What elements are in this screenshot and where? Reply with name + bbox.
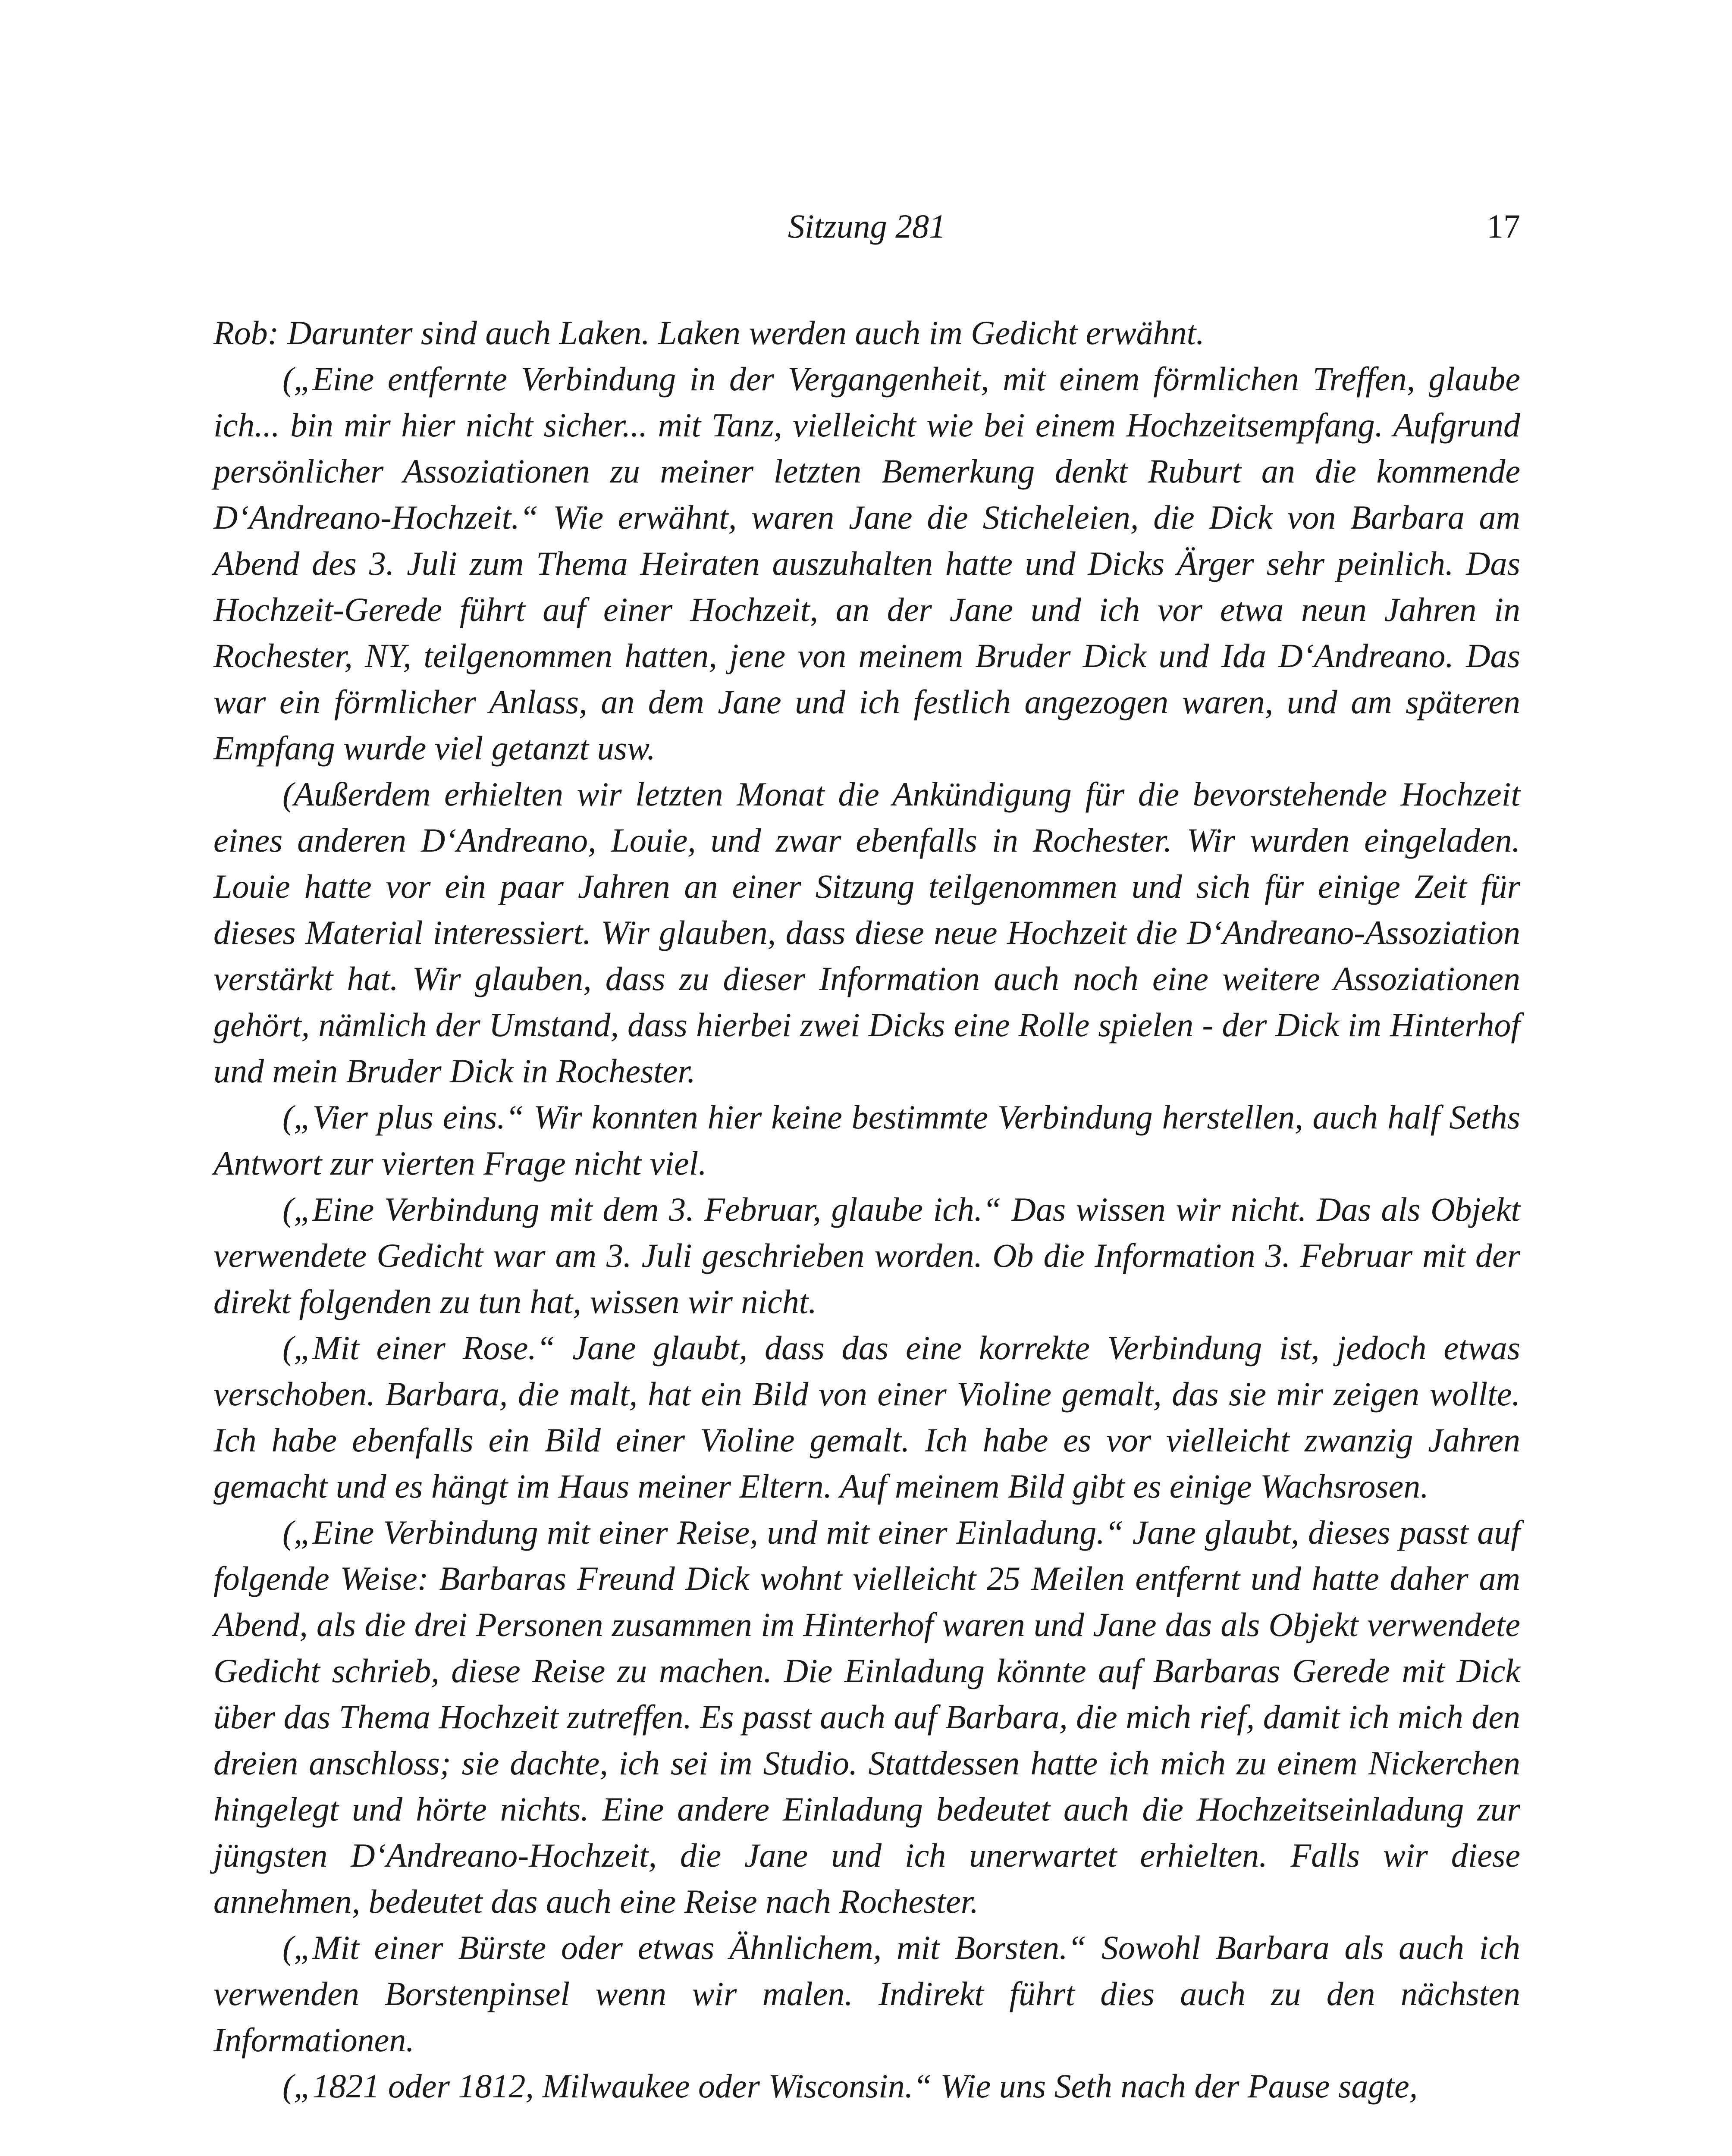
paragraph: Rob: Darunter sind auch Laken. Laken werden auch im Gedicht erwähnt.	[213, 314, 1205, 351]
paragraph: („Vier plus eins.“ Wir konnten hier keine bestimmte Verbindung herstellen, auch half Seths Antwort zur vierten Frage nicht viel.	[213, 1098, 1520, 1182]
paragraph: („1821 oder 1812, Milwaukee oder Wisconsin.“ Wie uns Seth nach der Pause sagte,	[282, 2067, 1418, 2105]
paragraph: („Eine Verbindung mit dem 3. Februar, glaube ich.“ Das wissen wir nicht. Das als Objekt verwendete Gedicht war am 3. Juli geschrieben worden. Ob die Information 3. Februar mit der direkt folgenden zu tun hat, wissen wir nicht.	[213, 1191, 1520, 1320]
paragraph: („Eine entfernte Verbindung in der Vergangenheit, mit einem förmlichen Treffen, glaube ich... bin mir hier nicht sicher... mit Tanz, vielleicht wie bei einem Hochzeitsempfang. Aufgrund persönlicher Assoziationen zu meiner letzten Bemerkung denkt Ruburt an die kommende D‘Andreano-Hochzeit.“ Wie erwähnt, waren Jane die Sticheleien, die Dick von Barbara am Abend des 3. Juli zum Thema Heiraten auszuhalten hatte und Dicks Ärger sehr peinlich. Das Hochzeit-Gerede führt auf einer Hochzeit, an der Jane und ich vor etwa neun Jahren in Rochester, NY, teilgenommen hatten, jene von meinem Bruder Dick und Ida D‘Andreano. Das war ein förmlicher Anlass, an dem Jane und ich festlich angezogen waren, und am späteren Empfang wurde viel getanzt usw.	[213, 360, 1520, 767]
page-number: 17	[1487, 207, 1520, 245]
paragraph: (Außerdem erhielten wir letzten Monat die Ankündigung für die bevorstehende Hochzeit eines anderen D‘Andreano, Louie, und zwar ebenfalls in Rochester. Wir wurden eingeladen. Louie hatte vor ein paar Jahren an einer Sitzung teilgenommen und sich für einige Zeit für dieses Material interessiert. Wir glauben, dass diese neue Hochzeit die D‘Andreano-Assoziation verstärkt hat. Wir glauben, dass zu dieser Information auch noch eine weitere Assoziationen gehört, nämlich der Umstand, dass hierbei zwei Dicks eine Rolle spielen - der Dick im Hinterhof und mein Bruder Dick in Rochester.	[213, 775, 1520, 1090]
page-header	[213, 203, 1520, 250]
paragraph: („Mit einer Rose.“ Jane glaubt, dass das eine korrekte Verbindung ist, jedoch etwas verschoben. Barbara, die malt, hat ein Bild von einer Violine gemalt, das sie mir zeigen wollte. Ich habe ebenfalls ein Bild einer Violine gemalt. Ich habe es vor vielleicht zwanzig Jahren gemacht und es hängt im Haus meiner Eltern. Auf meinem Bild gibt es einige Wachsrosen.	[213, 1329, 1520, 1505]
body-text	[213, 310, 1520, 2109]
paragraph: („Eine Verbindung mit einer Reise, und mit einer Einladung.“ Jane glaubt, dieses passt auf folgende Weise: Barbaras Freund Dick wohnt vielleicht 25 Meilen entfernt und hatte daher am Abend, als die drei Personen zusammen im Hinterhof waren und Jane das als Objekt verwendete Gedicht schrieb, diese Reise zu machen. Die Einladung könnte auf Barbaras Gerede mit Dick über das Thema Hochzeit zutreffen. Es passt auch auf Barbara, die mich rief, damit ich mich den dreien anschloss; sie dachte, ich sei im Studio. Stattdessen hatte ich mich zu einem Nickerchen hingelegt und hörte nichts. Eine andere Einladung bedeutet auch die Hochzeitseinladung zur jüngsten D‘Andreano-Hochzeit, die Jane und ich unerwartet erhielten. Falls wir diese annehmen, bedeutet das auch eine Reise nach Rochester.	[213, 1514, 1520, 1920]
running-title: Sitzung 281	[788, 207, 946, 245]
paragraph: („Mit einer Bürste oder etwas Ähnlichem, mit Borsten.“ Sowohl Barbara als auch ich verwenden Borstenpinsel wenn wir malen. Indirekt führt dies auch zu den nächsten Informationen.	[213, 1929, 1520, 2059]
